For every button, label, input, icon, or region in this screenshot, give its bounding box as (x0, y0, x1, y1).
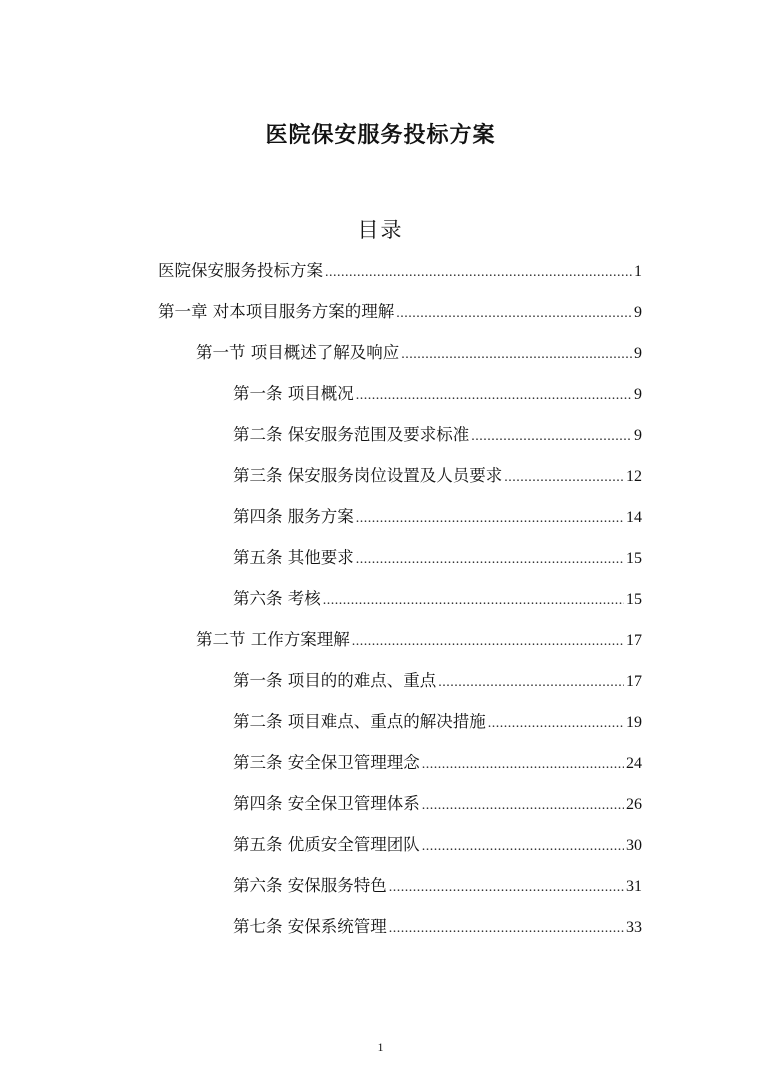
toc-entry-label: 第四条 服务方案 (233, 507, 354, 526)
toc-entry-label: 医院保安服务投标方案 (158, 261, 323, 280)
toc-entry-label: 第二条 保安服务范围及要求标准 (233, 425, 470, 444)
toc-entry[interactable] (233, 382, 642, 406)
toc-leader-dots (401, 343, 632, 367)
toc-entry-label: 第六条 安保服务特色 (233, 876, 387, 895)
toc-leader-dots (352, 630, 624, 654)
toc-leader-dots (396, 302, 632, 326)
toc-leader-dots (504, 466, 624, 490)
toc-entry-page: 30 (626, 837, 642, 854)
toc-entry-page: 15 (626, 550, 642, 567)
toc-entry[interactable] (233, 587, 642, 611)
toc-entry-page: 9 (634, 386, 642, 403)
toc-leader-dots (356, 548, 624, 572)
toc-entry[interactable] (196, 341, 642, 365)
toc-entry[interactable] (233, 751, 642, 775)
toc-leader-dots (471, 425, 632, 449)
toc-entry[interactable] (233, 546, 642, 570)
toc-entry[interactable] (196, 628, 642, 652)
toc-entry-page: 31 (626, 878, 642, 895)
toc-entry-page: 24 (626, 755, 642, 772)
page-number: 1 (377, 1040, 384, 1054)
toc-entry-label: 第七条 安保系统管理 (233, 917, 387, 936)
toc-entry[interactable] (233, 874, 642, 898)
toc-entry-label: 第三条 保安服务岗位设置及人员要求 (233, 466, 503, 485)
toc-heading: 目录 (357, 218, 404, 242)
toc-leader-dots (323, 589, 624, 613)
toc-entry[interactable] (233, 505, 642, 529)
toc-entry-label: 第一节 项目概述了解及响应 (196, 343, 400, 362)
toc-entry-page: 17 (626, 673, 642, 690)
toc-entry-label: 第二条 项目难点、重点的解决措施 (233, 712, 486, 731)
toc-entry-page: 12 (626, 468, 642, 485)
toc-entry-label: 第一章 对本项目服务方案的理解 (158, 302, 395, 321)
toc-entry-page: 9 (634, 304, 642, 321)
toc-entry-label: 第二节 工作方案理解 (196, 630, 350, 649)
toc-entry[interactable] (233, 710, 642, 734)
toc-leader-dots (389, 917, 624, 941)
toc-entry-label: 第一条 项目的的难点、重点 (233, 671, 437, 690)
toc-entry-page: 9 (634, 345, 642, 362)
toc-entry-page: 17 (626, 632, 642, 649)
toc-entry-label: 第五条 优质安全管理团队 (233, 835, 420, 854)
toc-entry-page: 26 (626, 796, 642, 813)
toc-entry[interactable] (233, 423, 642, 447)
toc-entry[interactable] (158, 259, 642, 283)
toc-entry[interactable] (233, 464, 642, 488)
toc-leader-dots (356, 384, 632, 408)
document-title: 医院保安服务投标方案 (265, 123, 496, 148)
toc-entry-page: 33 (626, 919, 642, 936)
toc-leader-dots (488, 712, 624, 736)
toc-entry-page: 19 (626, 714, 642, 731)
toc-leader-dots (422, 753, 624, 777)
toc-entry[interactable] (233, 833, 642, 857)
toc-entry-label: 第五条 其他要求 (233, 548, 354, 567)
toc-entry[interactable] (233, 669, 642, 693)
toc-leader-dots (438, 671, 624, 695)
toc-entry[interactable] (233, 792, 642, 816)
toc-entry-label: 第三条 安全保卫管理理念 (233, 753, 420, 772)
toc-entry-page: 9 (634, 427, 642, 444)
toc-leader-dots (356, 507, 624, 531)
toc-entry-page: 14 (626, 509, 642, 526)
toc-entry-label: 第四条 安全保卫管理体系 (233, 794, 420, 813)
toc-entry-label: 第一条 项目概况 (233, 384, 354, 403)
toc-entry-page: 1 (634, 263, 642, 280)
toc-leader-dots (325, 261, 632, 285)
toc-entry[interactable] (158, 300, 642, 324)
toc-leader-dots (389, 876, 624, 900)
toc-leader-dots (422, 794, 624, 818)
toc-entry-label: 第六条 考核 (233, 589, 321, 608)
toc-leader-dots (422, 835, 624, 859)
toc-entry-page: 15 (626, 591, 642, 608)
toc-entry[interactable] (233, 915, 642, 939)
